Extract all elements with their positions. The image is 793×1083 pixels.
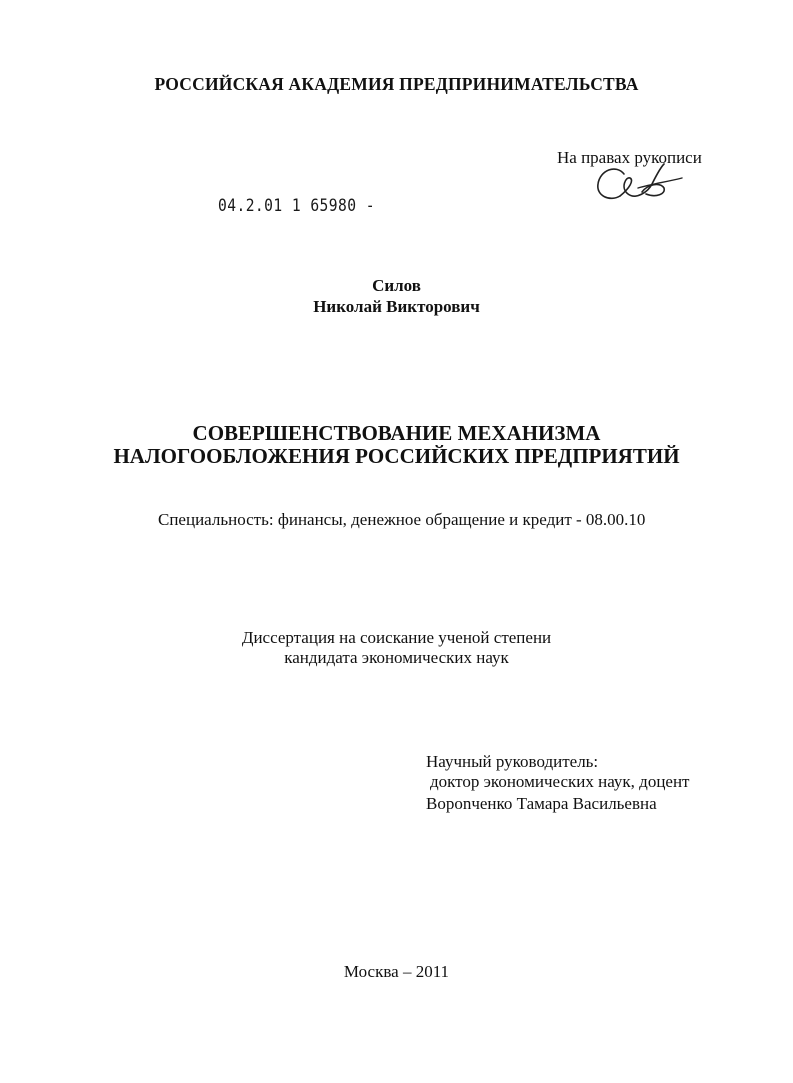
supervisor-label: Научный руководитель: <box>426 752 599 771</box>
specialty-line: Специальность: финансы, денежное обращение и кредит - 08.00.10 <box>158 510 646 529</box>
registration-number: 04.2.01 1 65980 - <box>218 196 375 216</box>
degree-statement-line-2: кандидата экономических наук <box>284 648 509 667</box>
degree-statement-line-1: Диссертация на соискание ученой степени <box>241 628 552 647</box>
author-given-names: Николай Викторович <box>313 297 480 316</box>
organization-heading: РОССИЙСКАЯ АКАДЕМИЯ ПРЕДПРИНИМАТЕЛЬСТВА <box>154 74 639 94</box>
supervisor-name: Ворonченко Тамара Васильевна <box>426 794 657 813</box>
manuscript-rights-note: На правах рукописи <box>557 148 702 167</box>
author-surname: Силов <box>372 276 421 295</box>
signature-icon <box>590 158 686 208</box>
supervisor-degree: доктор экономических наук, доцент <box>430 772 690 791</box>
dissertation-title-line-2: НАЛОГООБЛОЖЕНИЯ РОССИЙСКИХ ПРЕДПРИЯТИЙ <box>113 444 680 468</box>
place-and-year: Москва – 2011 <box>343 962 450 981</box>
dissertation-title-line-1: СОВЕРШЕНСТВОВАНИЕ МЕХАНИЗМА <box>192 421 601 445</box>
